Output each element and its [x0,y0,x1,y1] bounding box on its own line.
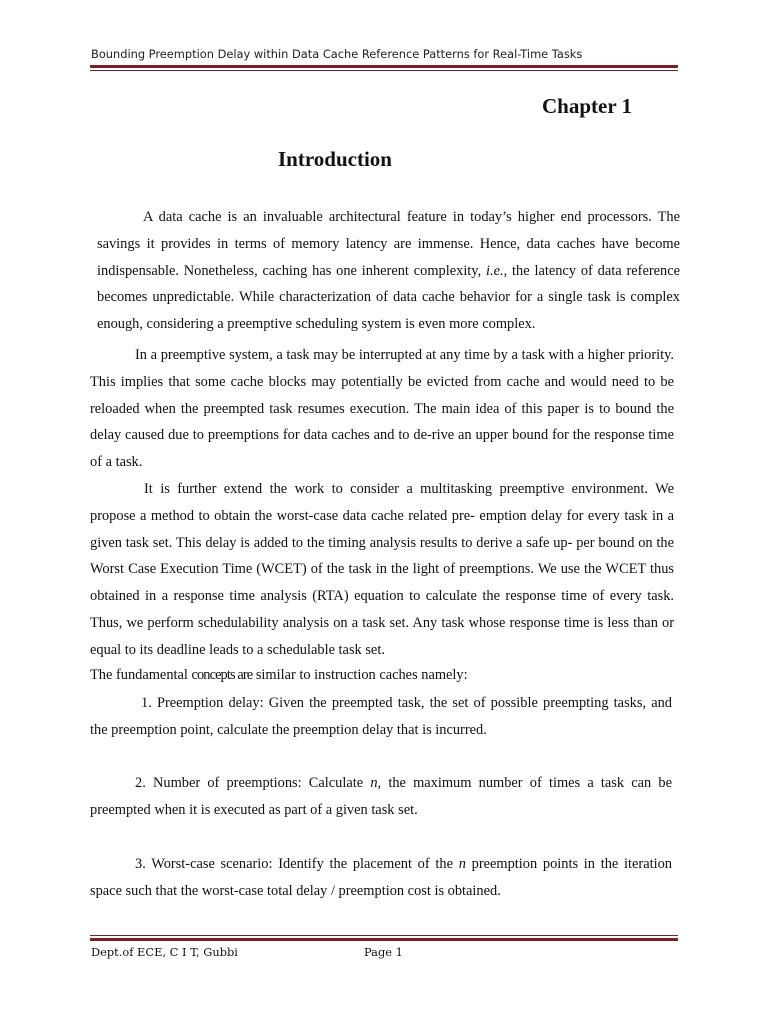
header-rule-thin [90,70,678,71]
list-item-2-variable: n [370,775,378,791]
list-lead-in-condensed: concepts are [191,667,253,683]
list-item-worst-case-scenario [90,851,672,905]
paragraph-intro [97,204,680,338]
list-lead-in [90,667,468,684]
header-rule-thick [90,65,678,68]
paragraph-intro-text-a: A data cache is an invaluable architectural feature in today’s higher end processors. The savings it provides in terms of memory latency are immense. Hence, data caches have become indispensable. Nonetheless, caching has one inherent complexity, [97,209,680,279]
list-item-2-text-a: 2. Number of preemptions: Calculate [135,775,371,791]
list-item-3-text-b: preemption points in the iteration space such that the worst-case total delay / preemption cost is obtained. [90,856,672,899]
list-item-2-text-b: , the maximum number of times a task can be preempted when it is executed as part of a given task set. [90,775,672,818]
list-lead-in-text-a: The fundamental [90,667,192,683]
running-header-title: Bounding Preemption Delay within Data Cache Reference Patterns for Real-Time Tasks [91,47,583,61]
footer-rule-thick [90,938,678,941]
footer-page-number: Page 1 [364,945,403,959]
chapter-label: Chapter 1 [542,94,633,118]
list-item-3-text-a: 3. Worst-case scenario: Identify the placement of the [135,856,459,872]
paragraph-intro-text-b: , the latency of data reference becomes unpredictable. While characterization of data cache behavior for a single task is complex enough, considering a preemptive scheduling system is even more complex. [97,262,680,333]
list-item-preemption-delay: 1. Preemption delay: Given the preempted task, the set of possible preempting tasks, and the preemption point, calculate the preemption delay that is incurred. [90,695,672,738]
section-title: Introduction [278,147,392,171]
paragraph-preemptive-system: In a preemptive system, a task may be interrupted at any time by a task with a higher priority. This implies that some cache blocks may potentially be evicted from cache and would need to be reloaded when the preempted task resumes execution. The main idea of this paper is to bound the delay caused due to preemptions for data caches and to de-rive an upper bound for the response time of a task. [90,347,674,471]
list-lead-in-text-b: similar to instruction caches namely: [252,667,468,683]
list-item-number-of-preemptions [90,770,672,824]
footer-rule-thin [90,935,678,936]
paragraph-intro-emphasis: i.e. [486,262,504,279]
footer-department: Dept.of ECE, C I T, Gubbi [91,945,238,959]
list-item-3-variable: n [458,856,466,872]
paragraph-multitasking: It is further extend the work to consider a multitasking preemptive environment. We propose a method to obtain the worst-case data cache related pre- emption delay for every task in a given task set. This delay is added to the timing analysis results to derive a safe up- per bound on the Worst Case Execution Time (WCET) of the task in the light of preemptions. We use the WCET thus obtained in a response time analysis (RTA) equation to calculate the response time of every task. Thus, we perform schedulability analysis on a task set. Any task whose response time is less than or equal to its deadline leads to a schedulable task set. [90,481,674,658]
